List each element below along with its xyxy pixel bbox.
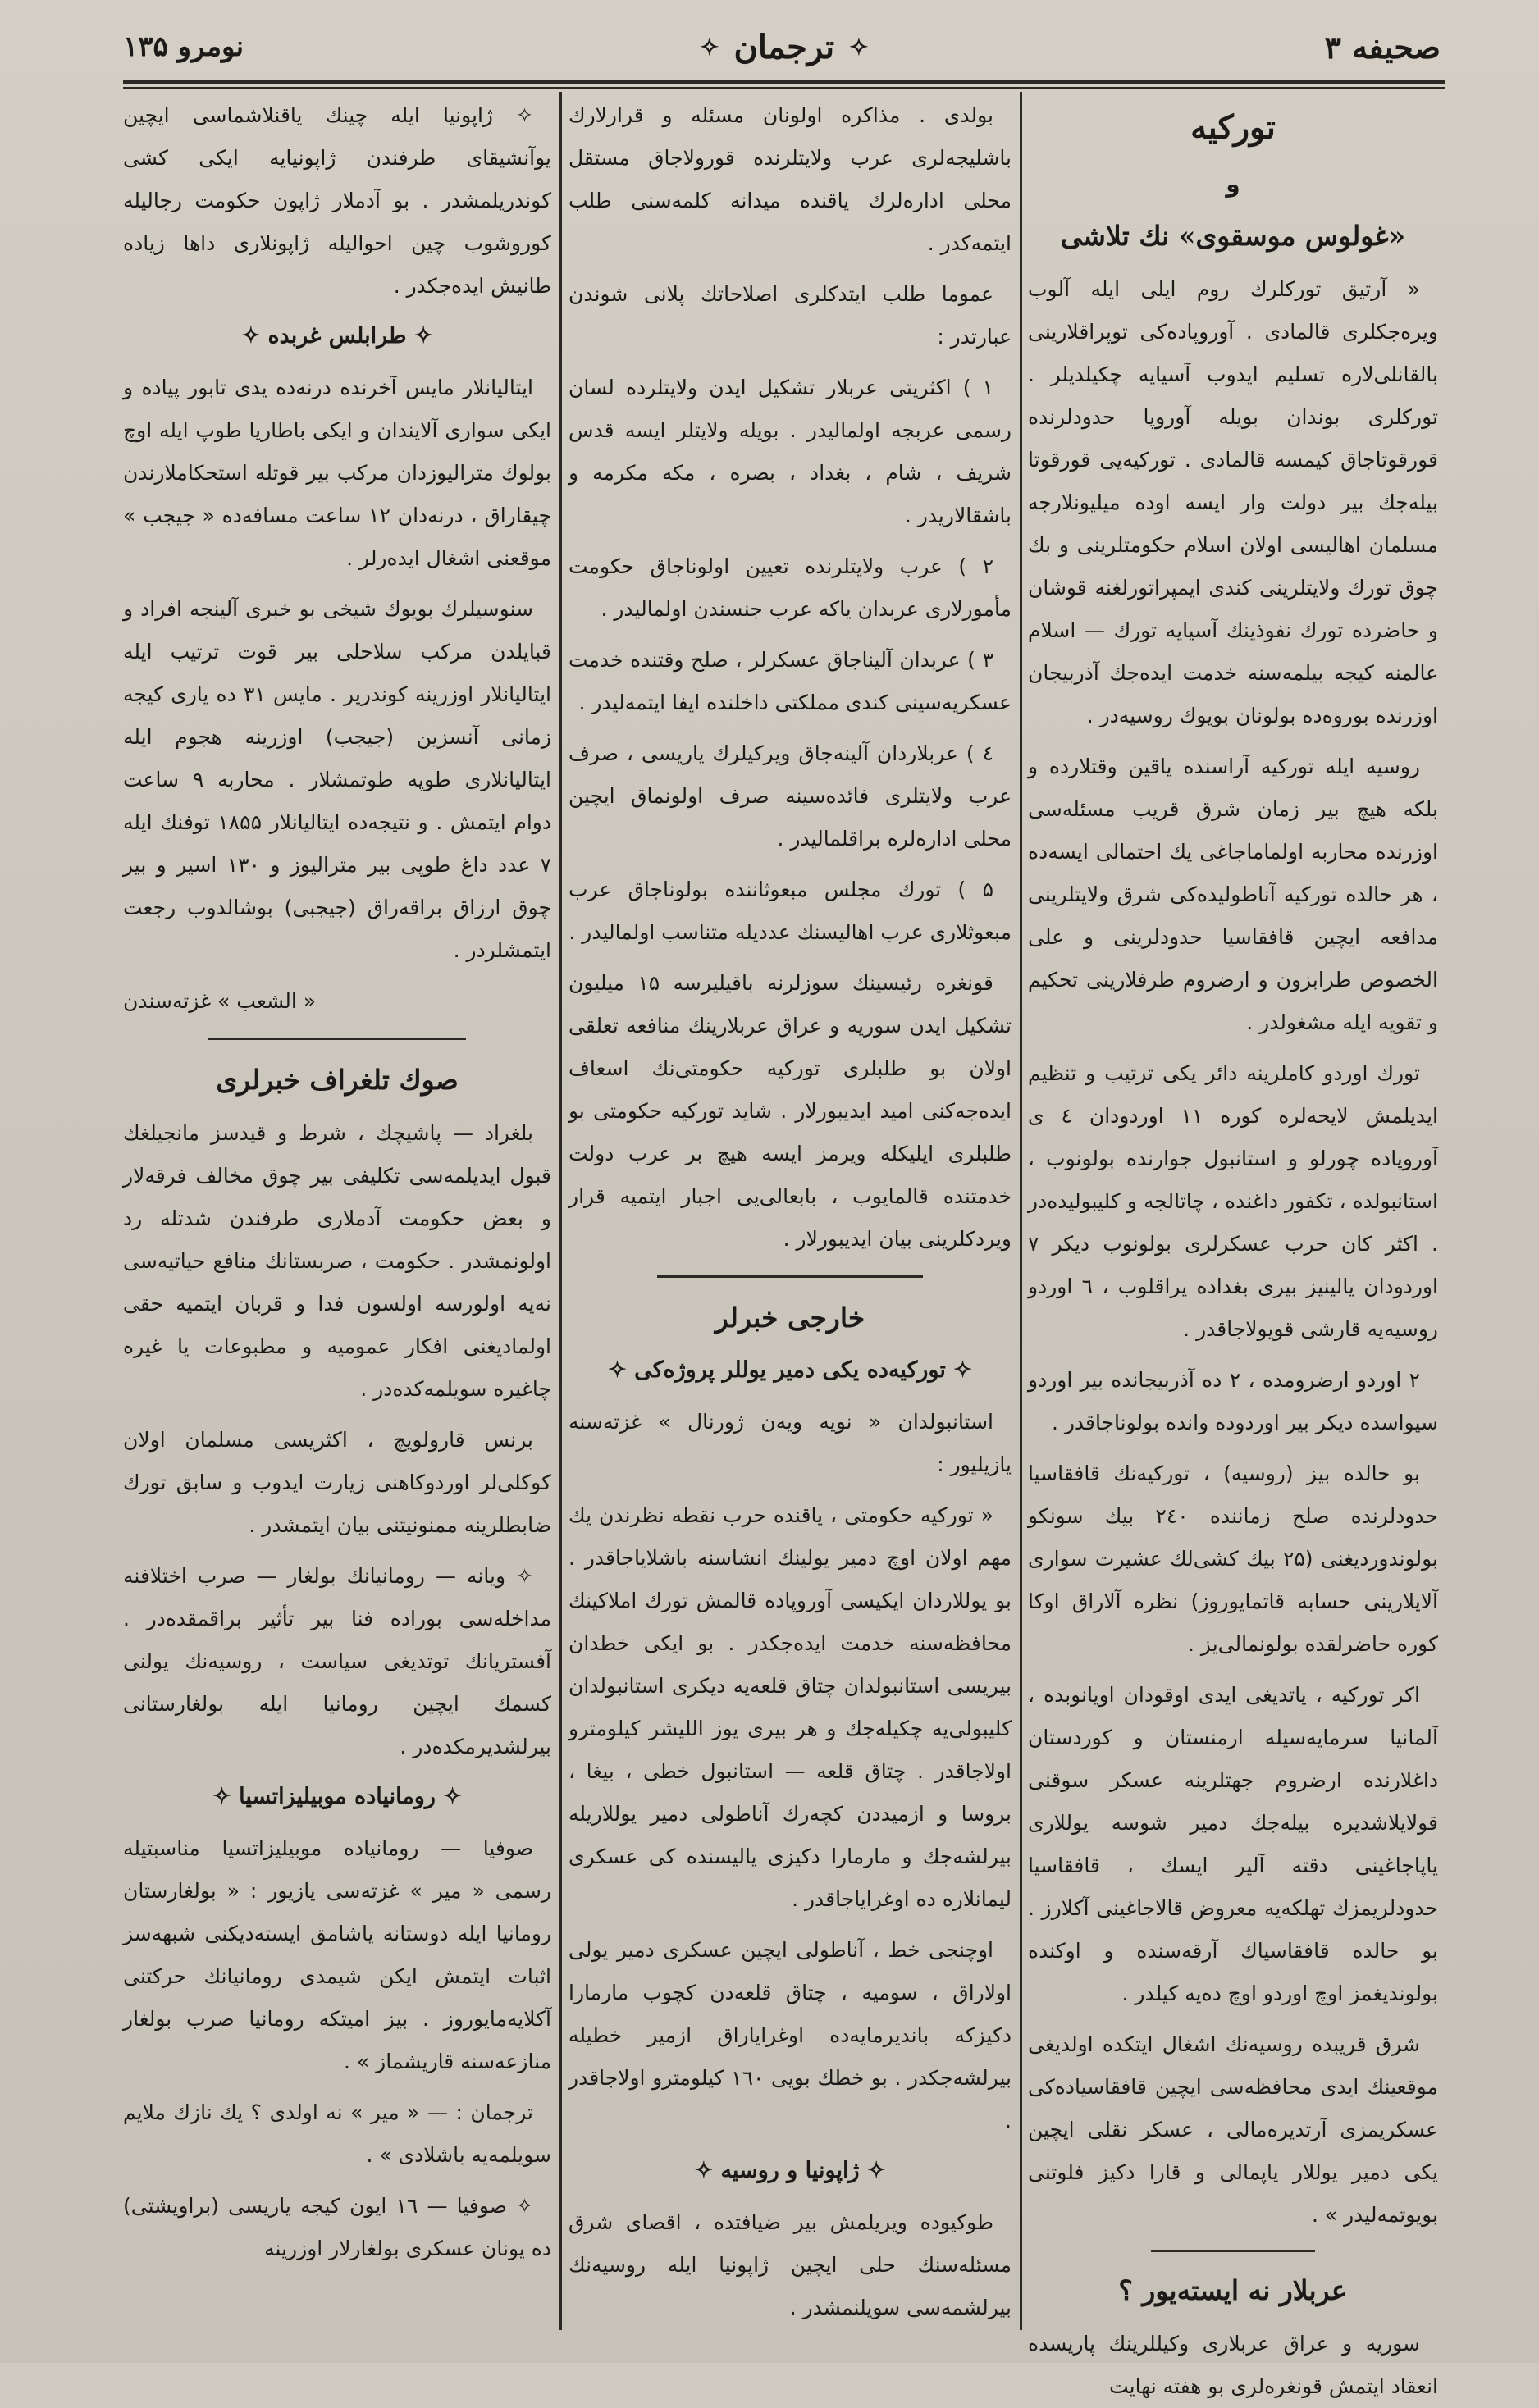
subhead-railways: ✧ تورکیه‌ده یکی دمیر یوللر پروژه‌کی ✧ xyxy=(608,1357,972,1383)
title-conjunction: و xyxy=(1226,171,1240,198)
paragraph: شرق قریبده روسیه‌نك اشغال ایتکده اولدیغی موقعینك ایدی محافظه‌سی ایچین قافقاسیاده‌کی عسکریمزی آرتدیره‌مالی ، عسکر نقلی ایچین یکی دمیر یوللار یاپمالی و قارا دکیز فلوتنی بویوتمه‌لیدر » . xyxy=(1028,2032,1438,2227)
header-rule xyxy=(123,80,1445,84)
paragraph: ✧ ویانه — رومانیانك بولغار — صرب اختلافنه مداخله‌سی بوراده فنا بیر تأثیر براقمقده‌در . آفستریانك توتدیغی سیاست ، روسیه‌نك یولنی کسمك ایچین رومانیا ایله بولغارستانی بیرلشدیرمکده‌در . xyxy=(123,1564,551,1758)
ornament-right-icon: ✧ xyxy=(849,33,869,61)
subhead-mobilization: ✧ رومانیاده موبیلیزاتسیا ✧ xyxy=(212,1784,462,1809)
column-divider-left xyxy=(559,92,562,2330)
paragraph: ۳ ) عربدان آلیناجاق عسکرلر ، صلح وقتنده خدمت عسکریه‌سینی کندی مملکتی داخلنده ایفا ایتمه‌لیدر . xyxy=(569,648,1012,714)
paragraph: ✧ صوفیا — ۱٦ ایون کیجه یاریسی (براویشتی) ده یونان عسکری بولغارلار اوزرینه xyxy=(123,2194,551,2260)
section-separator xyxy=(208,1038,465,1040)
paragraph: بولدی . مذاکره اولونان مسئله و قرارلارك باشلیجه‌لری عرب ولایتلرنده قورولاجاق مستقل محلی اداره‌لرك یاقنده میدانه کلمه‌سنی طلب ایتمه‌کدر . xyxy=(569,103,1012,255)
paragraph: عموما طلب ایتدکلری اصلاحاتك پلانی شوندن عبارتدر : xyxy=(569,282,1012,349)
paragraph: ایتالیانلار مایس آخرنده درنه‌ده یدی تابور پیاده و ایکی سواری آلایندان و ایکی باطاریا طوپ ایله اوچ بولوك مترالیوزدان مرکب بیر قوتله استحکاملارندن چیقاراق ، درنه‌دان ۱۲ ساعت مسافه‌ده « جیجب » موقعنی اشغال ایده‌رلر . xyxy=(123,376,552,570)
column-left xyxy=(123,94,551,2330)
paragraph: ۲ ) عرب ولایتلرنده تعیین اولوناجاق حکومت مأمورلاری عربدان یاکه عرب جنسندن اولمالیدر . xyxy=(569,554,1012,621)
paragraph: ✧ ژاپونیا ایله چینك یاقنلاشماسی ایچین یوآنشیقای طرفندن ژاپونیایه ایکی کشی کوندریلمشدر . بو آدملار ژاپون حکومت رجالیله کوروشوب چین احوالیله ژاپونلاری داها زیاده طانیش ایده‌جکدر . xyxy=(123,103,551,298)
paragraph: بو حالده بیز (روسیه) ، تورکیه‌نك قافقاسیا حدودلرنده صلح زماننده ۲٤۰ بیك سونکو بولوندوردیغنی (۲۵ بیك کشی‌لك عشیرت سواری آلایلارینی حسابه قاتمایوروز) نظره آلاراق اوکا کوره حاضرلقده بولونمالی‌یز . xyxy=(1028,1462,1438,1656)
paragraph: ۵ ) تورك مجلس مبعوثاننده بولوناجاق عرب مبعوثلاری عرب اهالیسنك عددیله متناسب اولمالیدر . xyxy=(569,878,1012,944)
paragraph: سنوسیلرك بویوك شیخی بو خبری آلینجه افراد و قبایلدن مرکب سلاحلی بیر قوت ترتیب ایله ایتالیانلار اوزرینه کوندریر . مایس ۳۱ ده یاری کیجه زمانی آنسزین (جیجب) اوزرینه هجوم ایله ایتالیانلاری طوپه طوتمشلار . محاربه ۹ ساعت دوام ایتمش . و نتیجه‌ده ایتالیانلار ۱۸۵۵ توفنك ایله ۷ عدد داغ طوپی بیر مترالیوز و ۱۳۰ اسیر و بیر چوق ارزاق براقه‌راق (جیجبی) بوشالدوب رجعت ایتمشلردر . xyxy=(123,597,551,962)
section-separator xyxy=(657,1275,923,1278)
section-title-telegraph: صوك تلغراف خبرلری xyxy=(216,1064,459,1096)
paragraph: بلغراد — پاشیچك ، شرط و قیدسز مانجیلغك قبول ایدیلمه‌سی تکلیفی بیر چوق مخالف فرقه‌لار و بعض حکومت آدملاری طرفندن شدتله رد اولونمشدر . حکومت ، صربستانك منافع حیاتیه‌سی نه‌یه اولورسه اولسون فدا و قربان ایتمیه حقی اولمادیغنی افکار عمومیه و مطبوعات یا غیره چاغیره سویلمه‌کده‌در . xyxy=(123,1121,551,1401)
paragraph: اکر تورکیه ، یاتدیغی ایدی اوقودان اویانوبده ، آلمانیا سرمایه‌سیله ارمنستان و کوردستان داغلارنده ارضروم جهتلرینه عسکر سوقنی قولایلاشدیره بیله‌جك دمیر شوسه یوللاری یاپاجاغینی دقته آلیر ایسك ، قافقاسیا حدودلریمزك تهلکه‌یه معروض قالاجاغینی آکلارز . بو حالده قافقاسیاك آرقه‌سنده و اوکنده بولوندیغمز اوچ اوردو اوچ ده‌یه کیلدر . xyxy=(1028,1683,1438,2005)
page-header xyxy=(123,18,1441,75)
paragraph: ٤ ) عربلاردان آلینه‌جاق ویرکیلرك یاریسی ، صرف عرب ولایتلری فائده‌سینه صرف اولونماق ایچین محلی اداره‌لره براقلمالیدر . xyxy=(569,741,1012,851)
header-rule-thin xyxy=(123,87,1445,89)
paragraph: صوفیا — رومانیاده موبیلیزاتسیا مناسبتیله رسمی « میر » غزته‌سی یازیور : « بولغارستان رومانیا ایله دوستانه یاشامق ایسته‌دیکنی شبهه‌سز اثبات ایتمش ایکن شیمدی رومانیانك حرکتنی آکلایه‌مایوروز . بیز امیتکه رومانیا صرب بولغار منازعه‌سنه قاریشماز » . xyxy=(123,1836,551,2073)
paragraph: قونغره رئیسینك سوزلرنه باقیلیرسه ۱۵ میلیون تشکیل ایدن سوریه و عراق عربلارینك منافعه تعلقی اولان بو طلبلری تورکیه حکومتی‌نك اسعاف ایده‌جه‌کنی امید ایدیبورلار . شاید تورکیه حکومتی بو طلبلری ایلیکله ویرمز ایسه هیچ بر عرب دولت خدمتنده قالمایوب ، بابعالی‌یی اجبار ایتمیه قرار ویردکلرینی بیان ایدیبورلار . xyxy=(569,971,1012,1251)
subhead-japan-russia: ✧ ژاپونیا و روسیه ✧ xyxy=(694,2158,886,2183)
paragraph: تورك اوردو کاملرینه دائر یکی ترتیب و تنظیم ایدیلمش لایحه‌لره کوره ۱۱ اوردودان ٤ ی آوروپاده چورلو و استانبول جوارنده بولونوب ، استانبولده ، تکفور داغنده ، چاتالجه و کلیبولیده‌در . اکثر کان حرب عسکرلری بولونوب دیکر ۷ اوردودان یالینیز بیری بغداده یراقلوب ، ٦ اوردو روسیه‌یه قارشی قویولاجاقدر . xyxy=(1028,1061,1439,1341)
paragraph: ۲ اوردو ارضرومده ، ۲ ده آذربیجانده بیر اوردو سیواسده دیکر بیر اوردوده وانده بولوناجاقدر . xyxy=(1028,1368,1438,1434)
article-subtitle-golos: «غولوس موسقوی» نك تلاشی xyxy=(1060,220,1406,252)
page-number: صحیفه ۳ xyxy=(1324,28,1441,66)
article-title-turkey: تورکیه xyxy=(1190,108,1276,147)
masthead xyxy=(700,28,869,66)
subhead-tripoli: ✧ طرابلس غربده ✧ xyxy=(241,323,433,349)
paragraph: استانبولدان « نویه ویه‌ن ژورنال » غزته‌سنه یازیلیور : xyxy=(569,1410,1012,1476)
masthead-title: ترجمان xyxy=(733,27,835,66)
column-middle xyxy=(569,94,1012,2330)
source-credit: « الشعب » غزته‌سندن xyxy=(123,989,317,1013)
paragraph: طوکیوده ویریلمش بیر ضیافتده ، اقصای شرق مسئله‌سنك حلی ایچین ژاپونیا ایله روسیه‌نك بیرلشمه‌سی سویلنمشدر . xyxy=(569,2210,1012,2319)
paragraph: روسیه ایله تورکیه آراسنده یاقین وقتلارده و بلکه هیچ بیر زمان شرق قریب مسئله‌سی اوزرنده محاربه اولماماجاغی یك احتمالی ایسه‌ده ، هر حالده تورکیه آناطولیده‌کی شرق ولایتلرینی مدافعه ایچین قافقاسیا حدودلرینی و علی الخصوص طرابزون و ارضروم طرفلارینی تحکیم و تقویه ایله مشغولدر . xyxy=(1028,755,1438,1034)
paragraph: « آرتیق تورکلرك روم ایلی ایله آلوب ویره‌جکلری قالمادی . آوروپاده‌کی توپراقلارینی بالقانلی‌لاره تسلیم ایدوب آسیایه چکیلدیلر . تورکلری بوندان بویله آوروپا حدودلرنده قورقوتاجاق کیمسه قالمادی . تورکیه‌یی قورقوتا بیله‌جك بیر دولت وار ایسه اوده میلیونلارجه مسلمان اهالیسی اولان اسلام حکومتلرینی و بك چوق تورك ولایتلرینی کندی ایمپراتورلغنه قوشان و حاضرده تورك نفوذینك آسیایه تورك — اسلام عالمنه کیجه بیلمه‌سنه خدمت ایده‌جك آذربیجان اوزرنده بوروه‌ده بولونان بویوك روسیه‌در . xyxy=(1028,277,1438,727)
paragraph: برنس قارولویچ ، اکثریسی مسلمان اولان کوکلی‌لر اوردوکاهنی زیارت ایدوب و سابق تورك ضابطلرینه ممنونیتنی بیان ایتمشدر . xyxy=(123,1428,551,1537)
article-title-arabs: عربلار نه ایسته‌یور ؟ xyxy=(1118,2274,1348,2306)
paragraph: ۱ ) اکثریتی عربلار تشکیل ایدن ولایتلرده لسان رسمی عربجه اولمالیدر . بویله ولایتلر ایسه قدس شریف ، شام ، بغداد ، بصره ، مکه مکرمه و باشقالاریدر . xyxy=(569,376,1012,527)
column-divider-right xyxy=(1020,92,1022,2330)
ornament-left-icon: ✧ xyxy=(700,33,719,61)
issue-number: نومرو ۱۳۵ xyxy=(123,30,244,63)
column-right xyxy=(1028,94,1439,2398)
section-title-foreign-news: خارجی خبرلر xyxy=(715,1302,865,1334)
paragraph: اوچنجی خط ، آناطولی ایچین عسکری دمیر یولی اولاراق ، سومیه ، چتاق قلعه‌دن کچوب مارمارا دکیزکه باندیرمایه‌ده اوغرایاراق ازمیر خطیله بیرلشه‌جکدر . بو خطك بویی ۱٦۰ کیلومترو اولاجاقدر . xyxy=(569,1938,1012,2132)
section-separator xyxy=(1151,2250,1315,2252)
paragraph: ترجمان : — « میر » نه اولدی ؟ یك نازك ملایم سویلمه‌یه باشلادی » . xyxy=(123,2100,551,2167)
paragraph: سوریه و عراق عربلاری وکیللرینك پاریسده انعقاد ایتمش قونغرەلری بو هفته نهایت xyxy=(1028,2332,1438,2398)
paragraph: « تورکیه حکومتی ، یاقنده حرب نقطه نظرندن یك مهم اولان اوچ دمیر یولینك انشاسنه باشلایاجاقدر . بو یوللاردان ایکیسی آوروپاده قالمش تورك املاکینك محافظه‌سنه خدمت ایده‌جکدر . بو ایکی خطدان بیریسی استانبولدان چتاق قلعه‌یه دیکری استانبولدان کلیبولی‌یه چکیله‌جك و هر بیری یوز اللیشر کیلومترو اولاجاقدر . چتاق قلعه — استانبول خطی ، بیغا ، بروسا و ازمیددن کچه‌رك آناطولی دمیر یوللاریله بیرلشه‌جك و مارمارا دکیزی یالیسنده کی عسکری لیمانلاره ده اوغرایاجاقدر . xyxy=(569,1503,1012,1911)
